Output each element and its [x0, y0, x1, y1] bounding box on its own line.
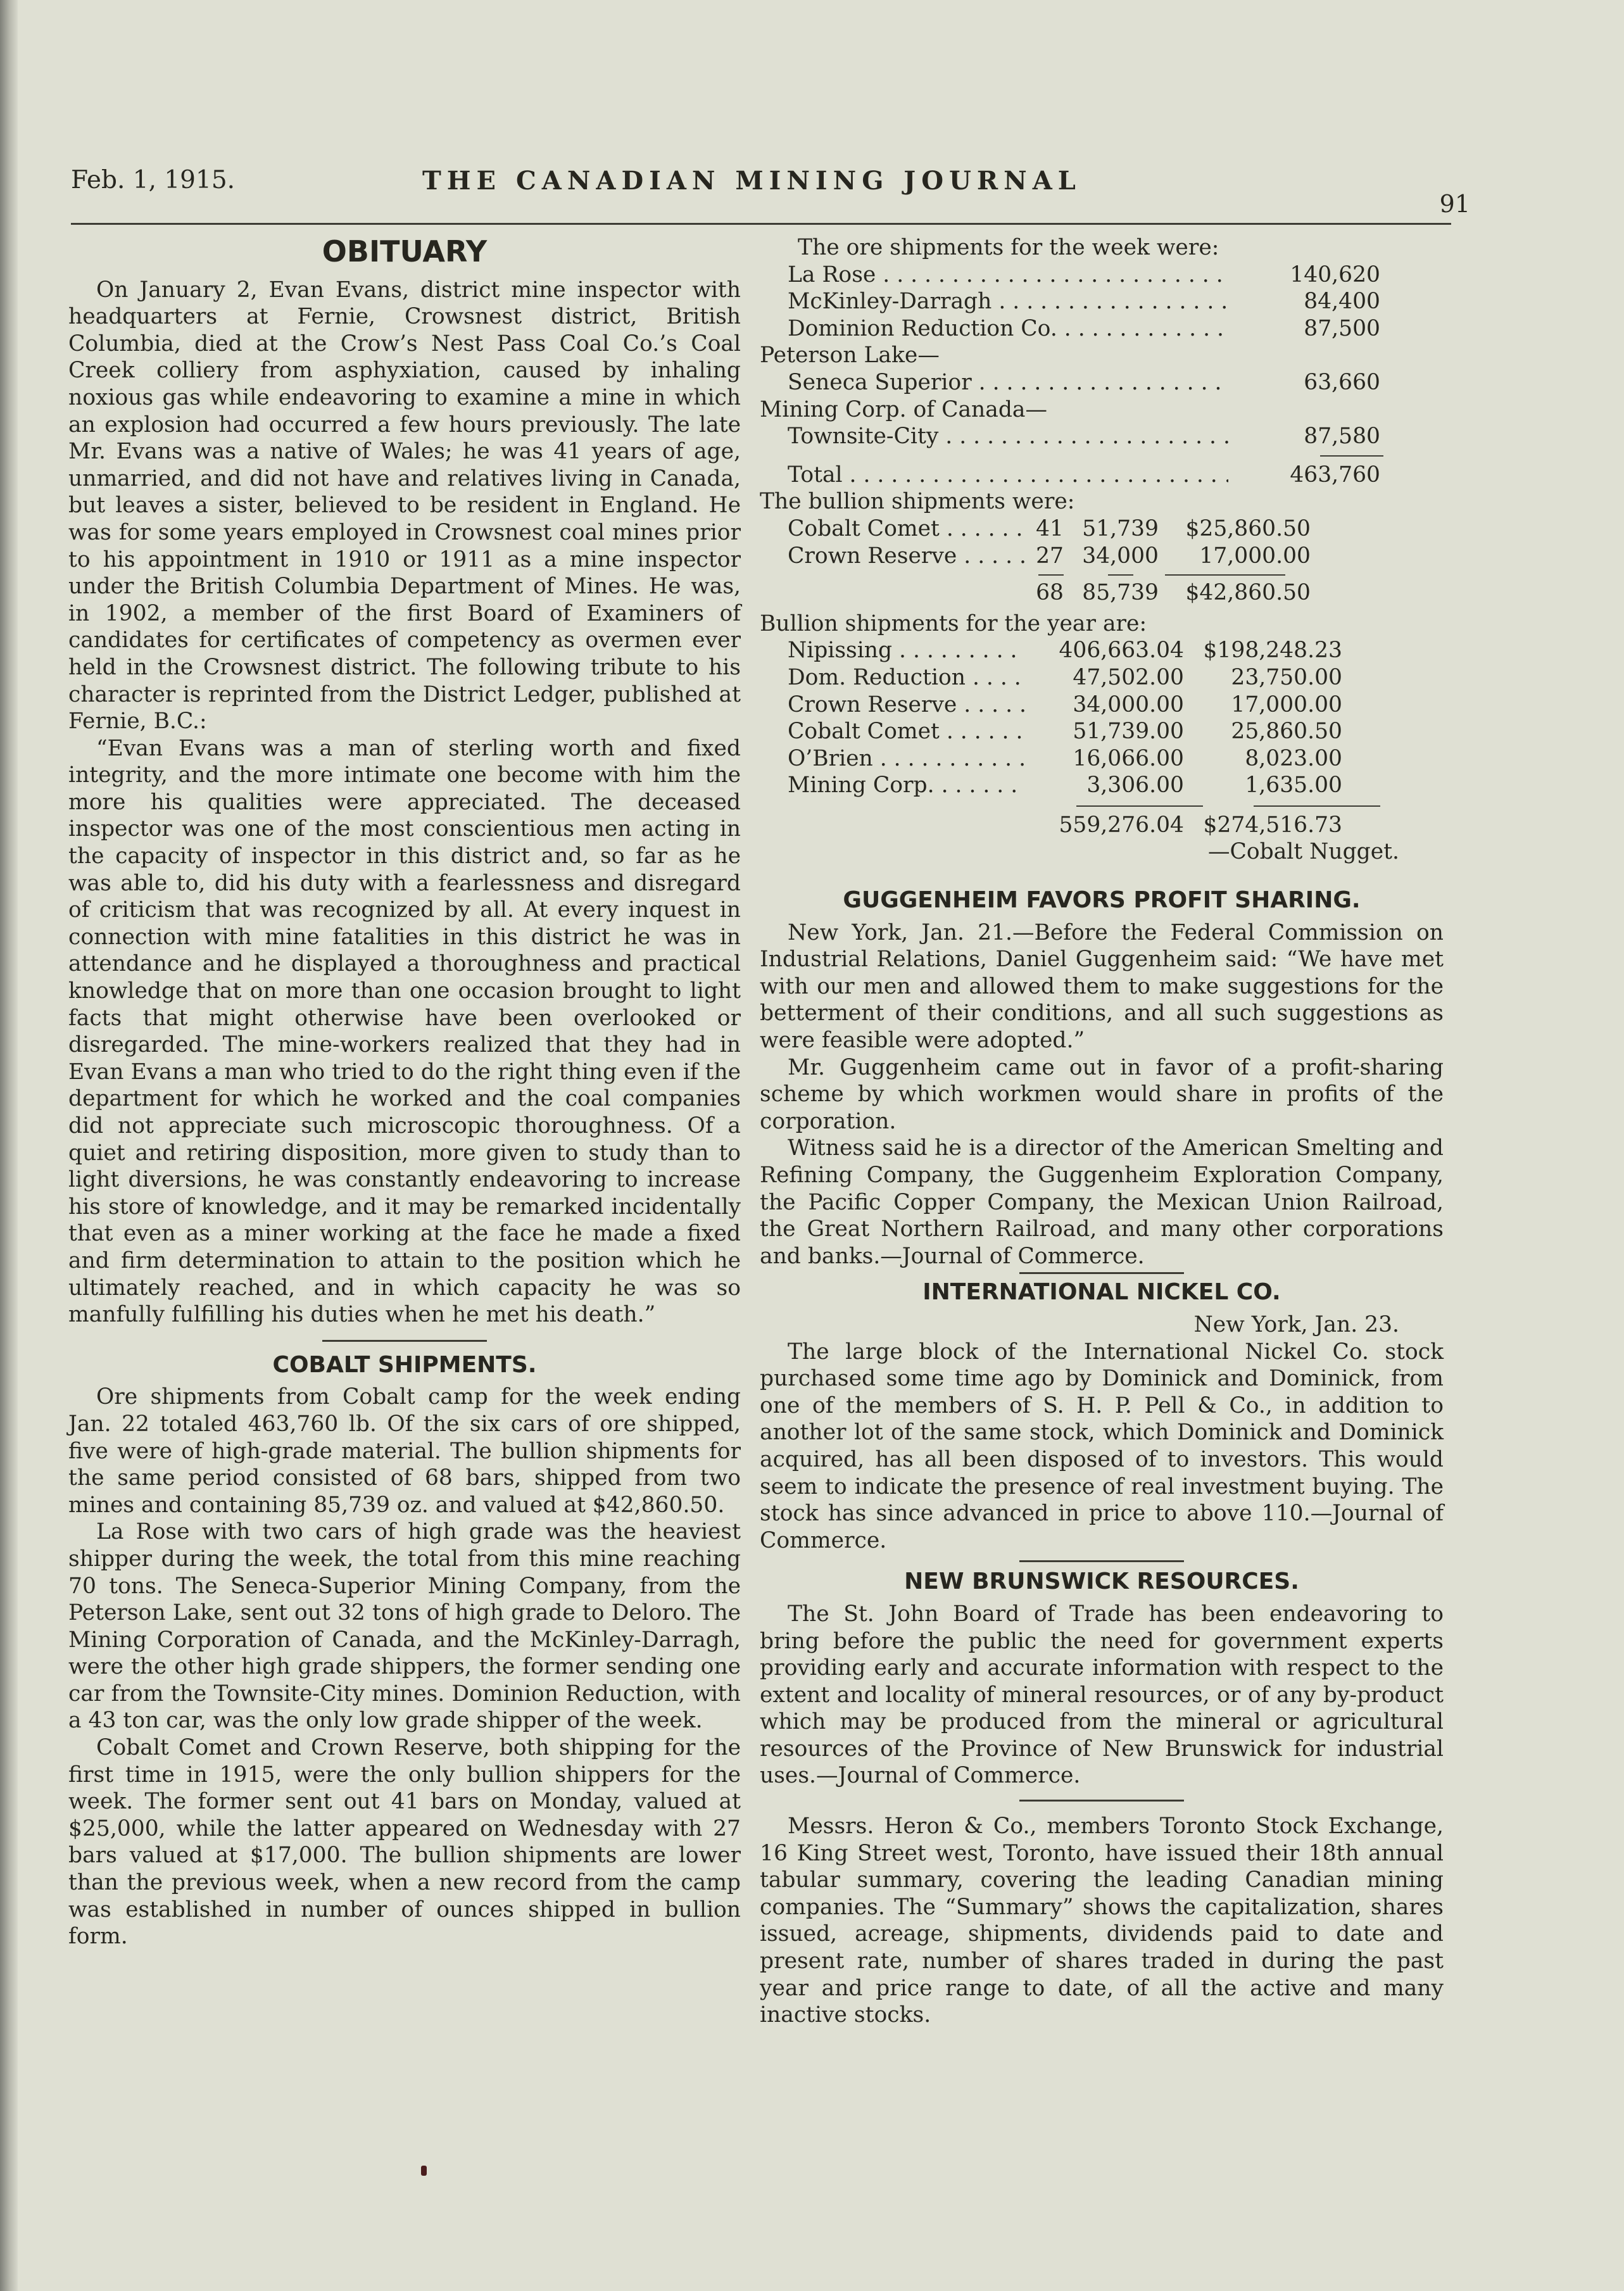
guggenheim-heading: GUGGENHEIM FAVORS PROFIT SHARING.	[843, 887, 1361, 914]
row-label: Cobalt Comet . . .	[760, 718, 1026, 745]
table-total-row	[760, 462, 1444, 489]
total-rules	[1026, 574, 1444, 576]
row-value: 63,660	[1304, 369, 1380, 395]
total-rule	[1076, 805, 1203, 807]
dollar-value: $25,860.50	[1185, 515, 1311, 541]
table-row	[760, 718, 1444, 745]
nickel-dateline: New York, Jan. 23.	[1193, 1311, 1399, 1337]
total-value: 463,760	[1290, 462, 1380, 488]
obituary-body	[68, 277, 741, 1329]
guggenheim-paragraph: New York, Jan. 21.—Before the Federal Commission on Industrial Relations, Daniel Guggenheim said: “We have met with our men and allowed them to make suggestions for the betterment of their conditions, and all such suggestions as were feasible were adopted.”	[760, 919, 1444, 1054]
bullion-year-table	[760, 637, 1444, 838]
table-group-row	[760, 342, 1444, 369]
ink-mark	[421, 2166, 427, 2176]
total-rule	[1254, 805, 1380, 807]
bars-value: 41	[1036, 515, 1064, 541]
brunswick-body	[760, 1601, 1444, 1789]
row-label: Seneca Superior . . .	[760, 369, 1228, 396]
group-label: Mining Corp. of Canada—	[760, 396, 1047, 422]
row-label: Dom. Reduction . . .	[760, 664, 1026, 691]
ounces-value: 34,000.00	[1073, 691, 1184, 717]
table-total-row	[760, 579, 1444, 607]
right-column	[760, 234, 1444, 2029]
bars-total: 68	[1036, 580, 1064, 606]
ounces-value: 51,739	[1082, 515, 1159, 541]
table-row	[760, 262, 1444, 289]
ounces-value: 34,000	[1082, 543, 1159, 569]
table-row	[760, 423, 1444, 450]
ore-shipments-table	[760, 262, 1444, 489]
section-divider	[1019, 1560, 1184, 1562]
guggenheim-paragraph: Witness said he is a director of the American Smelting and Refining Company, the Guggenheim Exploration Company, the Pacific Copper Company, the Mexican Union Railroad, the Great Northern Railroad, and many other corporations and banks.—Journal of Commerce.	[760, 1135, 1444, 1269]
cobalt-body	[68, 1384, 741, 1950]
row-label: Cobalt Comet . . .	[760, 515, 1026, 543]
obituary-paragraph: On January 2, Evan Evans, district mine inspector with headquarters at Fernie, Crowsnest district, British Columbia, died at the Crow’s Nest Pass Coal Co.’s Coal Creek colliery from asphyxiation, caused by inhaling noxious gas while endeavoring to examine a mine in which an explosion had occurred a few hours previously. The late Mr. Evans was a native of Wales; he was 41 years of age, unmarried, and did not have and relatives living in Canada, but leaves a sister, believed to be resident in England. He was for some years employed in Crowsnest coal mines prior to his appointment in 1910 or 1911 as a mine inspector under the British Columbia Department of Mines. He was, in 1902, a member of the first Board of Examiners of candidates for certificates of competency as overmen ever held in the Crowsnest district. The following tribute to his character is reprinted from the District Ledger, published at Fernie, B.C.:	[68, 277, 741, 735]
heron-paragraph: Messrs. Heron & Co., members Toronto Stock Exchange, 16 King Street west, Toronto, have issued their 18th annual tabular summary, covering the leading Canadian mining companies. The “Summary” shows the capitalization, shares issued, acreage, shipments, dividends paid to date and present rate, number of shares traded in during the past year and price range to date, of all the active and many inactive stocks.	[760, 1814, 1444, 2028]
group-label: Peterson Lake—	[760, 343, 940, 369]
table-total-row	[760, 812, 1444, 839]
section-divider	[1019, 1800, 1184, 1802]
left-column	[68, 234, 741, 1950]
cobalt-paragraph: Ore shipments from Cobalt camp for the week ending Jan. 22 totaled 463,760 lb. Of the six cars of ore shipped, five were of high-grade material. The bullion shipments for the same period consisted of 68 bars, shipped from two mines and containing 85,739 oz. and valued at $42,860.50.	[68, 1384, 741, 1518]
ounces-value: 16,066.00	[1073, 745, 1184, 771]
row-value: 87,500	[1304, 315, 1380, 341]
obituary-tribute: “Evan Evans was a man of sterling worth and fixed integrity, and the more intimate one become with him the more his qualities were appreciated. The deceased inspector was one of the most conscientious men acting in the capacity of inspector in this district and, so far as he was able to, did his duty with a fearlessness and disregard of criticism that was recognized by all. At every inquest in connection with mine fatalities in this district he was in attendance and he displayed a thoroughness and practical knowledge that on more than one occasion brought to light facts that might otherwise have been overlooked or disregarded. The mine-workers realized that they had in Evan Evans a man who tried to do the right thing even if the department for which he worked and the coal companies did not appreciate such microscopic thoroughness. Of a quiet and retiring disposition, more given to study than to light diversions, he was constantly endeavoring to increase his store of knowledge, and it may be remarked incidentally that even as a miner working at the face he made a fixed and firm determination to attain to the position which he ultimately reached, and in which capacity he was so manfully fulfilling his duties when he met his death.”	[68, 735, 741, 1328]
dollar-value: 23,750.00	[1231, 664, 1342, 690]
obituary-heading: OBITUARY	[322, 234, 488, 268]
dollar-value: 17,000.00	[1199, 543, 1311, 569]
nickel-paragraph: The large block of the International Nickel Co. stock purchased some time ago by Dominick and Dominick, from one of the members of S. H. P. Pell & Co., in addition to another lot of the same stock, which Dominick and Dominick acquired, has all been disposed of to investors. This would seem to indicate the presence of real investment buying. The stock has since advanced in price to above 110.—Journal of Commerce.	[760, 1339, 1444, 1553]
brunswick-paragraph: The St. John Board of Trade has been endeavoring to bring before the public the need for government experts providing early and accurate information with respect to the extent and locality of mineral resources, or of any by-product which may be produced from the mineral or agricultural resources of the Province of New Brunswick for industrial uses.—Journal of Commerce.	[760, 1601, 1444, 1789]
table-group-row	[760, 396, 1444, 424]
row-label: O’Brien . . .	[760, 745, 1026, 773]
ore-table-intro: The ore shipments for the week were:	[798, 235, 1219, 260]
ounces-total: 559,276.04	[1059, 812, 1184, 838]
total-rule	[1108, 574, 1133, 576]
row-value: 84,400	[1304, 289, 1380, 315]
heron-body	[760, 1813, 1444, 2029]
table-row	[760, 745, 1444, 773]
table-row	[760, 691, 1444, 719]
nickel-heading: INTERNATIONAL NICKEL CO.	[922, 1279, 1281, 1306]
journal-title: THE CANADIAN MINING JOURNAL	[422, 166, 1081, 196]
ounces-value: 51,739.00	[1073, 719, 1184, 745]
bullion-table-intro: The bullion shipments were:	[760, 489, 1075, 515]
bars-value: 27	[1036, 543, 1064, 569]
guggenheim-paragraph: Mr. Guggenheim came out in favor of a profit-sharing scheme by which workmen would share in profits of the corporation.	[760, 1054, 1444, 1134]
total-label: Total . . .	[760, 462, 1228, 489]
ounces-value: 406,663.04	[1059, 638, 1184, 664]
total-rule	[1165, 574, 1285, 576]
table-row	[760, 637, 1444, 664]
row-label: Dominion Reduction Co. . . .	[760, 315, 1228, 343]
row-label: Townsite-City . . .	[760, 423, 1228, 450]
row-value: 87,580	[1304, 424, 1380, 450]
page-number: 91	[1439, 190, 1470, 218]
ounces-total: 85,739	[1082, 580, 1159, 606]
running-header	[71, 166, 1470, 225]
cobalt-paragraph: La Rose with two cars of high grade was the heaviest shipper during the week, the total from this mine reaching 70 tons. The Seneca-Superior Mining Company, from the Peterson Lake, sent out 32 tons of high grade to Deloro. The Mining Corporation of Canada, and the McKinley-Darragh, were the other high grade shippers, the former sending one car from the Townsite-City mines. Dominion Reduction, with a 43 ton car, was the only low grade shipper of the week.	[68, 1519, 741, 1734]
guggenheim-body	[760, 919, 1444, 1270]
book-spine-shadow	[0, 0, 18, 2291]
section-divider	[322, 1340, 487, 1342]
table-row	[760, 315, 1444, 343]
issue-date: Feb. 1, 1915.	[71, 166, 236, 194]
source-credit: —Cobalt Nugget.	[1207, 839, 1399, 865]
row-label: La Rose . . .	[760, 262, 1228, 289]
table-row	[760, 664, 1444, 691]
dollar-total: $274,516.73	[1203, 812, 1342, 838]
total-rule	[1038, 574, 1064, 576]
row-label: Nipissing . . .	[760, 637, 1026, 664]
table-row	[760, 772, 1444, 799]
dollar-value: 1,635.00	[1245, 773, 1342, 798]
dollar-value: 8,023.00	[1245, 745, 1342, 771]
row-value: 140,620	[1290, 262, 1380, 287]
cobalt-heading: COBALT SHIPMENTS.	[272, 1351, 537, 1378]
dollar-value: 25,860.50	[1231, 719, 1342, 745]
year-table-intro: Bullion shipments for the year are:	[760, 610, 1147, 636]
table-row	[760, 369, 1444, 396]
total-rule	[1320, 455, 1383, 457]
total-rules	[1076, 805, 1380, 807]
ounces-value: 3,306.00	[1086, 773, 1184, 798]
cobalt-paragraph: Cobalt Comet and Crown Reserve, both shipping for the first time in 1915, were the only bullion shippers for the week. The former sent out 41 bars on Monday, valued at $25,000, while the latter appeared on Wednesday with 27 bars valued at $17,000. The bullion shipments are lower than the previous week, when a new record from the camp was established in number of ounces shipped in bullion form.	[68, 1735, 741, 1950]
dollar-total: $42,860.50	[1185, 580, 1311, 606]
bullion-week-table	[760, 515, 1444, 607]
dollar-value: $198,248.23	[1203, 638, 1342, 664]
row-label: McKinley-Darragh . . .	[760, 288, 1228, 315]
section-divider	[1019, 1272, 1184, 1274]
row-label: Mining Corp. . . .	[760, 772, 1026, 799]
dollar-value: 17,000.00	[1231, 691, 1342, 717]
nickel-body	[760, 1339, 1444, 1555]
brunswick-heading: NEW BRUNSWICK RESOURCES.	[904, 1568, 1299, 1595]
row-label: Crown Reserve . . .	[760, 691, 1026, 719]
row-label: Crown Reserve . . .	[760, 543, 1026, 570]
table-row	[760, 515, 1444, 543]
table-row	[760, 543, 1444, 570]
table-row	[760, 288, 1444, 315]
ounces-value: 47,502.00	[1073, 664, 1184, 690]
